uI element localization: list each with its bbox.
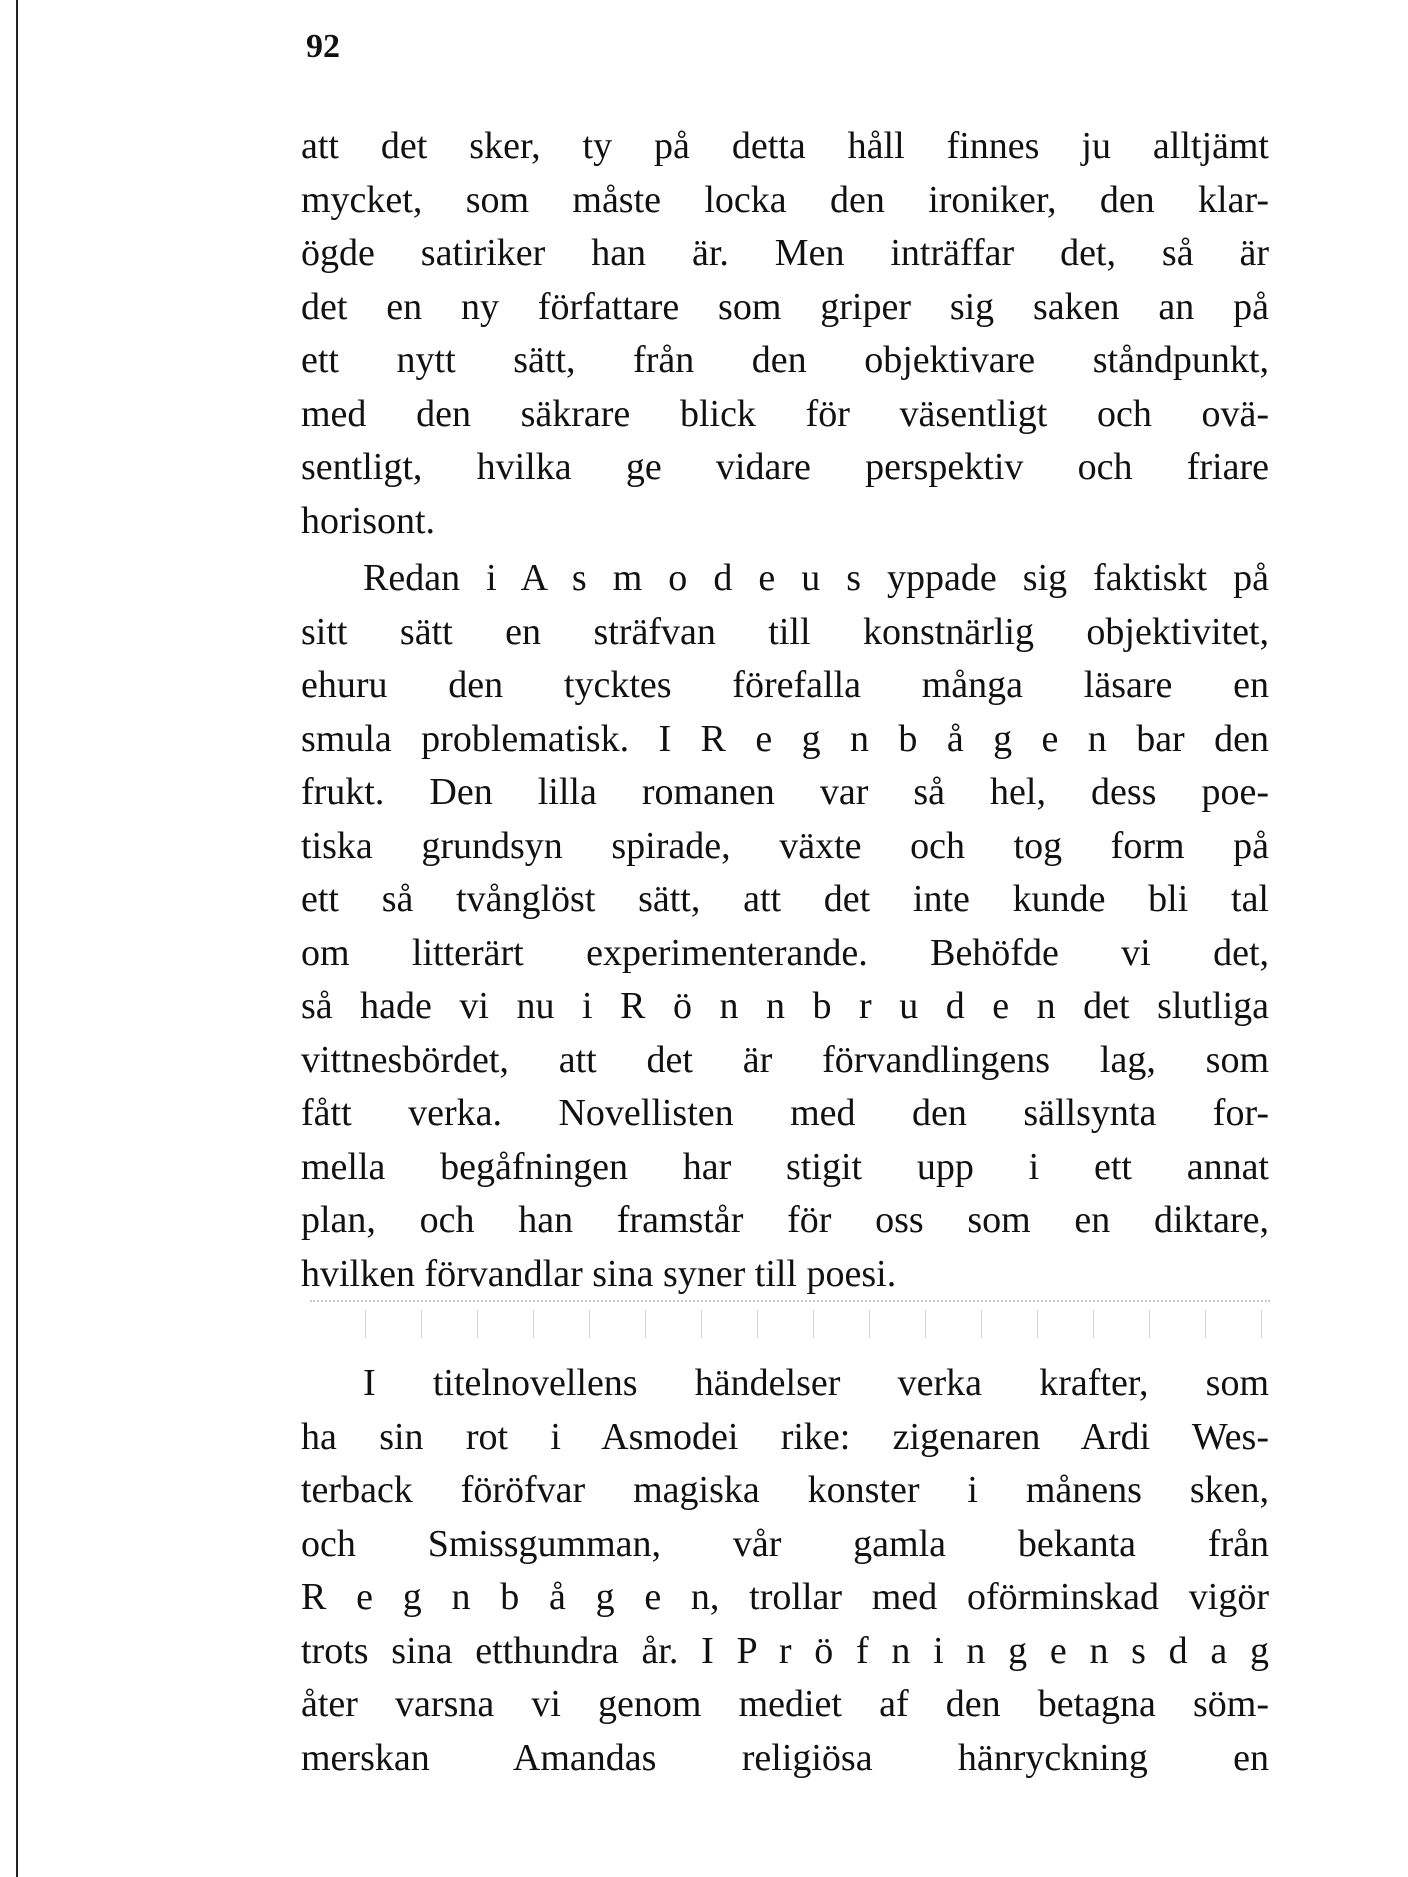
text-line: sitt sätt en sträfvan till konstnärlig objektivitet,	[301, 610, 1269, 653]
text-line: så hade vi nu i R ö n n b r u d e n det slutliga	[301, 985, 1269, 1027]
text-line: trots sina etthundra år. I P r ö f n i n g e n s d a g	[301, 1629, 1269, 1672]
scan-artifact	[310, 1300, 1270, 1342]
text-line: vittnesbördet, att det är förvandlingens lag, som	[301, 1038, 1269, 1081]
text-line: sentligt, hvilka ge vidare perspektiv och friare	[301, 446, 1269, 488]
paragraph-2	[301, 552, 1269, 1301]
text-line: åter varsna vi genom mediet af den betagna söm-	[301, 1683, 1269, 1725]
text-line: Redan i A s m o d e u s yppade sig faktiskt på	[363, 557, 1269, 599]
page-number: 92	[306, 28, 340, 65]
scan-speck	[48, 1400, 58, 1414]
text-line: R e g n b å g e n, trollar med oförminskad vigör	[301, 1576, 1269, 1618]
text-line: merskan Amandas religiösa hänryckning en	[301, 1736, 1269, 1779]
text-line: om litterärt experimenterande. Behöfde vi det,	[301, 931, 1269, 974]
text-line: det en ny författare som griper sig saken an på	[301, 285, 1269, 328]
text-line: mycket, som måste locka den ironiker, den klar-	[301, 178, 1269, 221]
text-line: horisont.	[301, 499, 436, 542]
text-line: I titelnovellens händelser verka krafter, som	[363, 1362, 1269, 1404]
text-line: att det sker, ty på detta håll finnes ju alltjämt	[301, 125, 1269, 167]
text-line: mella begåfningen har stigit upp i ett annat	[301, 1145, 1269, 1188]
text-line: tiska grundsyn spirade, växte och tog form på	[301, 824, 1269, 867]
text-line: ehuru den tycktes förefalla många läsare en	[301, 664, 1269, 706]
text-line: ögde satiriker han är. Men inträffar det, så är	[301, 232, 1269, 274]
text-line: med den säkrare blick för väsentligt och ovä-	[301, 392, 1269, 435]
text-line: ha sin rot i Asmodei rike: zigenaren Ardi Wes-	[301, 1415, 1269, 1458]
text-line: plan, och han framstår för oss som en diktare,	[301, 1199, 1269, 1241]
text-line: hvilken förvandlar sina syner till poesi.	[301, 1252, 897, 1295]
page-margin-rule	[16, 0, 18, 1877]
text-line: ett så tvånglöst sätt, att det inte kunde bli tal	[301, 878, 1269, 920]
text-line: terback föröfvar magiska konster i månens sken,	[301, 1469, 1269, 1511]
text-line: frukt. Den lilla romanen var så hel, dess poe-	[301, 771, 1269, 813]
paragraph-3	[301, 1357, 1269, 1785]
text-line: smula problematisk. I R e g n b å g e n bar den	[301, 717, 1269, 760]
text-line: fått verka. Novellisten med den sällsynta for-	[301, 1092, 1269, 1134]
text-line: och Smissgumman, vår gamla bekanta från	[301, 1522, 1269, 1565]
paragraph-1	[301, 120, 1269, 548]
text-line: ett nytt sätt, från den objektivare ståndpunkt,	[301, 339, 1269, 381]
